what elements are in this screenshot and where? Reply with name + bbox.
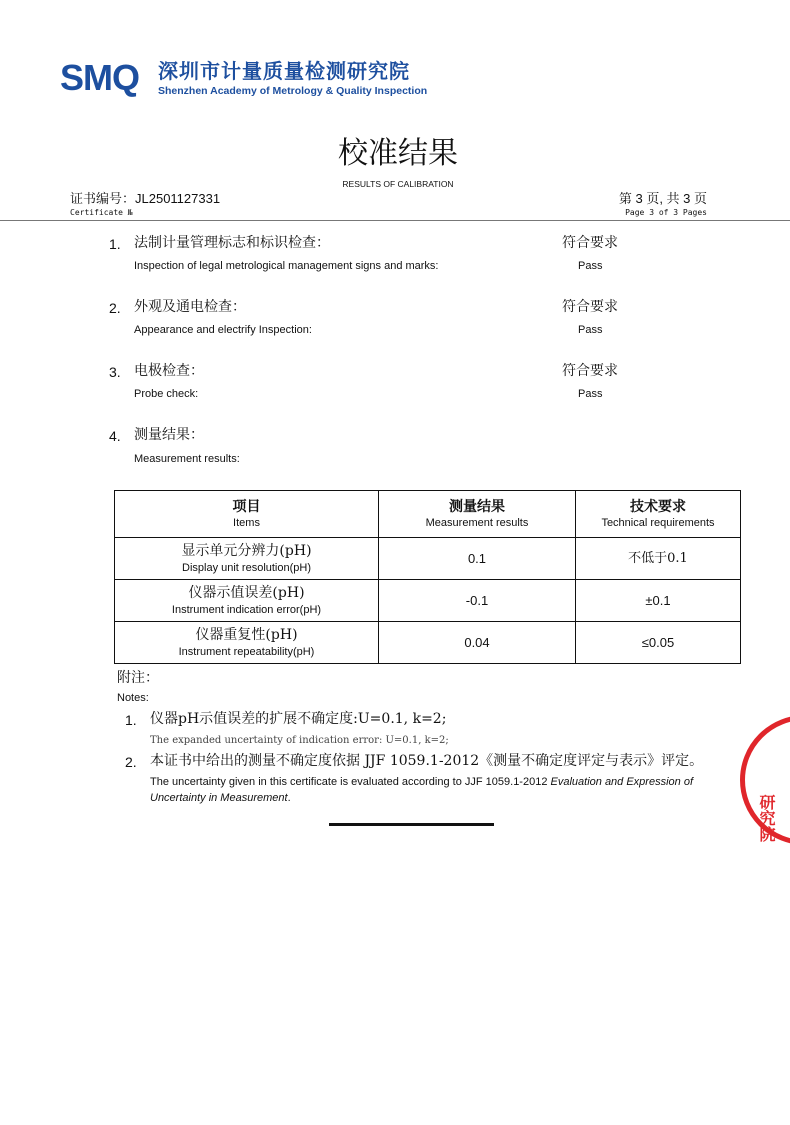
- cell-requirement: ≤0.05: [576, 622, 741, 664]
- item-label-en: Appearance and electrify Inspection:: [134, 324, 312, 336]
- logo-name-en: Shenzhen Academy of Metrology & Quality Inspection: [158, 85, 428, 97]
- note-en-tail: .: [287, 792, 291, 804]
- seal-text: 研究院: [757, 794, 776, 842]
- item-number: 1.: [109, 236, 121, 252]
- cell-item: [115, 580, 379, 622]
- page-subtitle: RESULTS OF CALIBRATION: [342, 179, 454, 189]
- item-result-cn: 符合要求: [562, 235, 618, 251]
- notes-label-en: Notes:: [117, 692, 149, 704]
- item-cn: 仪器示值误差(pH): [188, 584, 305, 601]
- header-items: [115, 491, 379, 538]
- header-cn: 项目: [232, 498, 261, 514]
- page-title: 校准结果: [338, 136, 458, 171]
- item-label-cn: 法制计量管理标志和标识检查：: [134, 235, 330, 251]
- item-number: 4.: [109, 428, 121, 444]
- note-cn: 本证书中给出的测量不确定度依据 JJF 1059.1-2012《测量不确定度评定与表示》评定。: [150, 753, 704, 769]
- cell-item: [115, 538, 379, 580]
- item-label-cn: 外观及通电检查：: [134, 299, 246, 315]
- item-en: Instrument repeatability(pH): [178, 645, 315, 658]
- item-number: 2.: [109, 300, 121, 316]
- cell-result: -0.1: [379, 580, 576, 622]
- note-en-title: Evaluation and Expression of: [550, 776, 693, 788]
- note-number: 2.: [125, 754, 137, 770]
- note-en-line2: [150, 791, 291, 805]
- item-label-en: Inspection of legal metrological management signs and marks:: [134, 260, 439, 272]
- header-en: Technical requirements: [601, 517, 715, 529]
- header-divider: [0, 220, 790, 221]
- note-en: [150, 775, 693, 789]
- item-result-cn: 符合要求: [562, 299, 618, 315]
- table-row: [115, 538, 741, 580]
- item-result-cn: 符合要求: [562, 363, 618, 379]
- cell-requirement: 不低于0.1: [576, 538, 741, 580]
- note-number: 1.: [125, 712, 137, 728]
- header-cn: 测量结果: [449, 498, 505, 514]
- header-en: Measurement results: [425, 517, 529, 529]
- header-requirements: [576, 491, 741, 538]
- note-en-text: The uncertainty given in this certificate is evaluated according to JJF 1059.1-2012: [150, 776, 551, 788]
- logo-mark: SMQ: [60, 57, 140, 98]
- item-cn: 显示单元分辨力(pH): [181, 542, 312, 559]
- end-line: [329, 823, 494, 826]
- item-label-en: Probe check:: [134, 388, 199, 400]
- item-result-en: Pass: [578, 260, 603, 272]
- cell-requirement: ±0.1: [576, 580, 741, 622]
- results-table: [114, 490, 741, 664]
- page-indicator-cn: 第 3 页, 共 3 页: [618, 191, 707, 206]
- table-row: [115, 622, 741, 664]
- notes-label-cn: 附注：: [117, 670, 159, 686]
- cell-result: 0.1: [379, 538, 576, 580]
- header-cn: 技术要求: [630, 498, 686, 514]
- note-en: The expanded uncertainty of indication error: U=0.1, k=2;: [150, 735, 449, 746]
- item-result-en: Pass: [578, 324, 603, 336]
- cell-item: [115, 622, 379, 664]
- item-en: Instrument indication error(pH): [171, 603, 322, 616]
- header-en: Items: [233, 517, 260, 529]
- item-label-en: Measurement results:: [134, 453, 240, 465]
- item-result-en: Pass: [578, 388, 603, 400]
- page-indicator-en: Page 3 of 3 Pages: [625, 208, 707, 217]
- item-en: Display unit resolution(pH): [182, 561, 311, 574]
- item-number: 3.: [109, 364, 121, 380]
- table-header-row: [115, 491, 741, 538]
- certificate-number: 证书编号：JL2501127331: [70, 191, 221, 206]
- note-en-title-cont: Uncertainty in Measurement: [150, 792, 288, 804]
- header-results: [379, 491, 576, 538]
- item-label-cn: 电极检查：: [134, 363, 204, 379]
- table-row: [115, 580, 741, 622]
- note-cn: 仪器pH示值误差的扩展不确定度:U=0.1, k=2;: [150, 711, 447, 727]
- item-label-cn: 测量结果：: [134, 427, 204, 443]
- cell-result: 0.04: [379, 622, 576, 664]
- certificate-number-label-en: Certificate №: [70, 208, 133, 217]
- item-cn: 仪器重复性(pH): [195, 626, 298, 643]
- logo-name-cn: 深圳市计量质量检测研究院: [158, 61, 410, 83]
